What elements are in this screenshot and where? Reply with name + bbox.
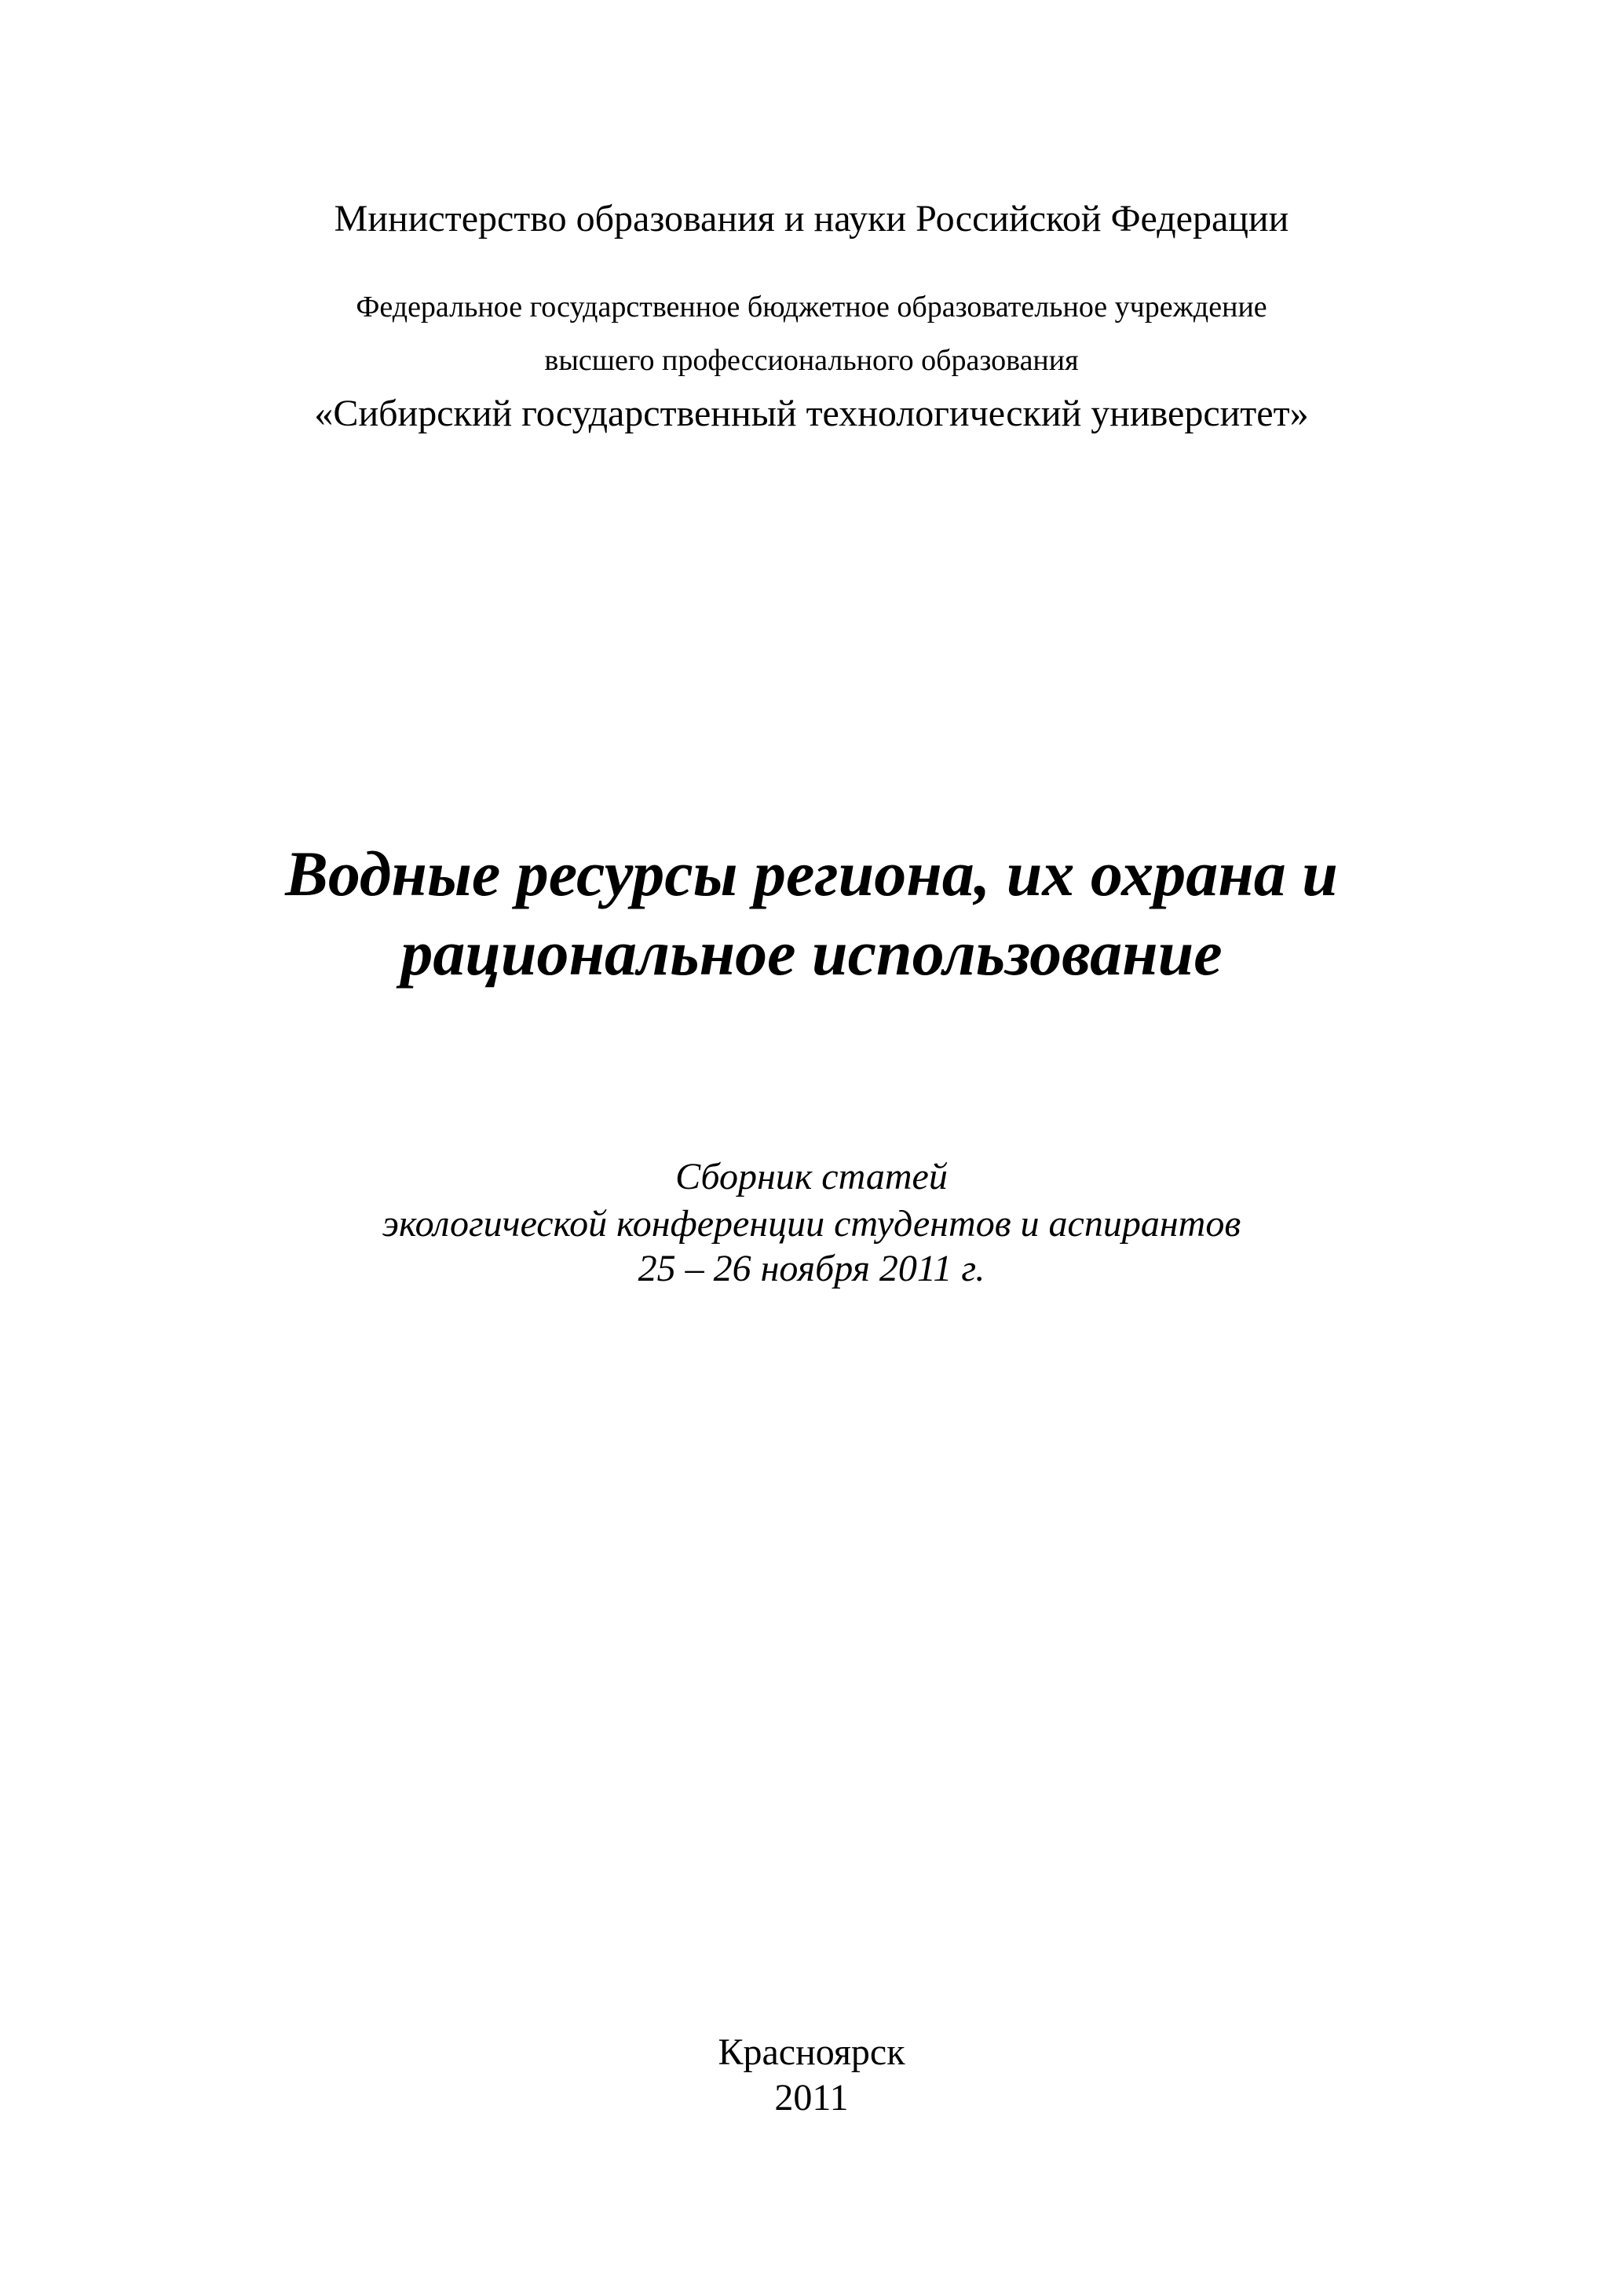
institution-type-line-1: Федеральное государственное бюджетное образовательное учреждение [356,291,1267,324]
university-name: «Сибирский государственный технологический университет» [314,393,1309,434]
document-title-line-2: рациональное использование [400,917,1223,989]
conference-description: экологической конференции студентов и аспирантов [382,1203,1241,1245]
publication-year: 2011 [774,2077,849,2119]
conference-dates: 25 – 26 ноября 2011 г. [638,1248,985,1289]
ministry-heading: Министерство образования и науки Российской Федерации [334,198,1289,239]
institution-type-line-2: высшего профессионального образования [544,344,1079,377]
document-title-line-1: Водные ресурсы региона, их охрана и [285,838,1338,909]
collection-label: Сборник статей [675,1156,948,1197]
publication-city: Красноярск [718,2031,905,2073]
